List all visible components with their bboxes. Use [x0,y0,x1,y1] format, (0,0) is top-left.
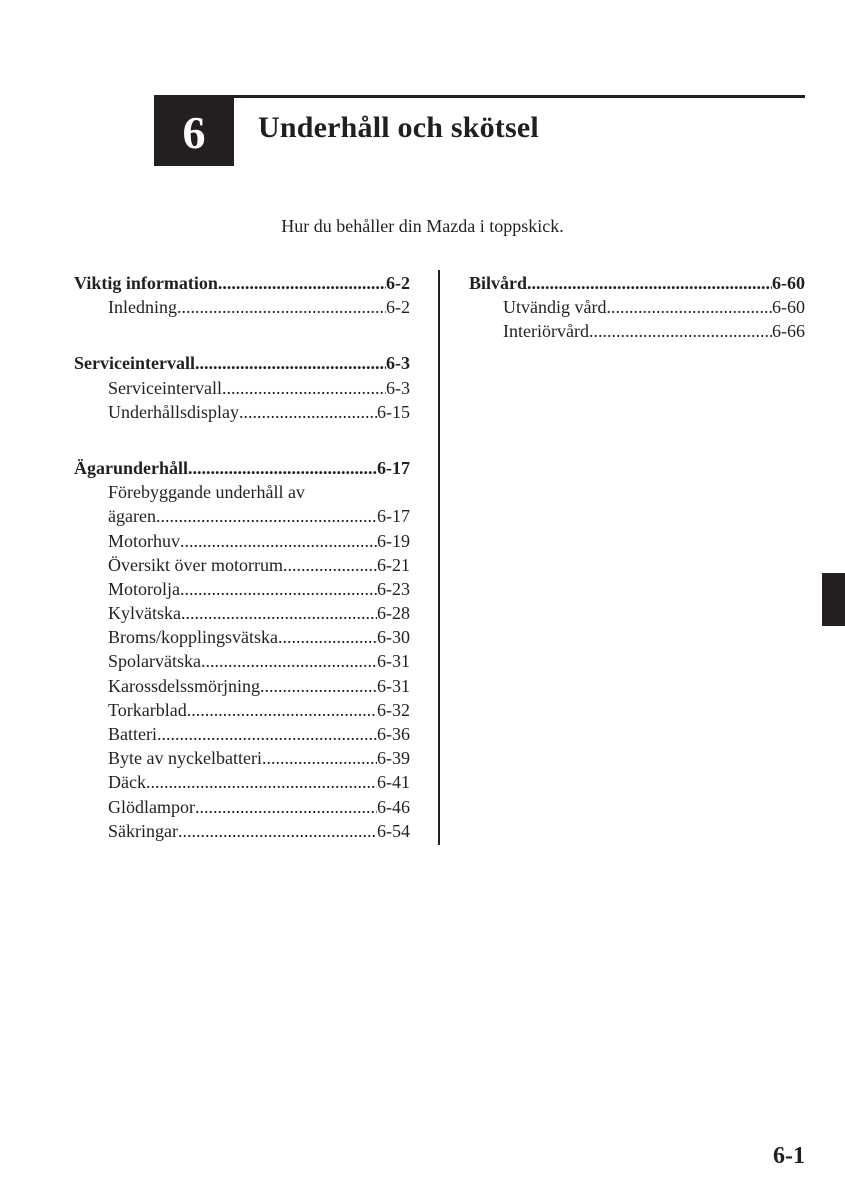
header-rule [154,95,805,98]
toc-item[interactable]: Serviceintervall ..... 6-3 [74,376,410,400]
toc-section-viktig-information [74,271,410,319]
toc-heading[interactable]: Bilvård ..... 6-60 [469,271,805,295]
toc-item[interactable]: Kylvätska ..... 6-28 [74,601,410,625]
toc-item-line1[interactable]: Förebyggande underhåll av [108,482,305,503]
toc-item[interactable]: Batteri ..... 6-36 [74,722,410,746]
toc-item[interactable]: Inledning ..... 6-2 [74,295,410,319]
toc-right-column [469,271,805,376]
column-divider [438,270,440,845]
toc-heading[interactable]: Ägarunderhåll ..... 6-17 [74,456,410,480]
toc-item[interactable]: Utvändig vård ..... 6-60 [469,295,805,319]
toc-section-serviceintervall [74,351,410,424]
toc-item[interactable]: Torkarblad ..... 6-32 [74,698,410,722]
toc-section-agarunderhall [74,456,410,843]
chapter-number-box [154,98,234,166]
toc-left-column [74,271,410,875]
toc-section-bilvard [469,271,805,344]
chapter-subtitle: Hur du behåller din Mazda i toppskick. [281,216,564,236]
toc-item[interactable]: Karossdelssmörjning ..... 6-31 [74,674,410,698]
toc-item[interactable]: Byte av nyckelbatteri ..... 6-39 [74,746,410,770]
page-number: 6-1 [773,1143,805,1169]
chapter-thumb-tab [822,573,845,626]
toc-heading[interactable]: Viktig information ..... 6-2 [74,271,410,295]
toc-item[interactable]: Glödlampor ..... 6-46 [74,795,410,819]
toc-item[interactable]: Broms/kopplingsvätska ..... 6-30 [74,625,410,649]
toc-item[interactable]: Säkringar ..... 6-54 [74,819,410,843]
chapter-number: 6 [182,106,206,158]
chapter-title: Underhåll och skötsel [258,111,539,144]
toc-item[interactable]: Spolarvätska ..... 6-31 [74,649,410,673]
toc-item[interactable]: Underhållsdisplay ..... 6-15 [74,400,410,424]
toc-item[interactable]: Interiörvård ..... 6-66 [469,319,805,343]
toc-item[interactable]: Däck ..... 6-41 [74,770,410,794]
toc-item[interactable]: Motorhuv ..... 6-19 [74,529,410,553]
toc-item[interactable]: Motorolja ..... 6-23 [74,577,410,601]
toc-heading[interactable]: Serviceintervall ..... 6-3 [74,351,410,375]
toc-item[interactable]: ägaren ..... 6-17 [74,504,410,528]
toc-item[interactable]: Översikt över motorrum ..... 6-21 [74,553,410,577]
